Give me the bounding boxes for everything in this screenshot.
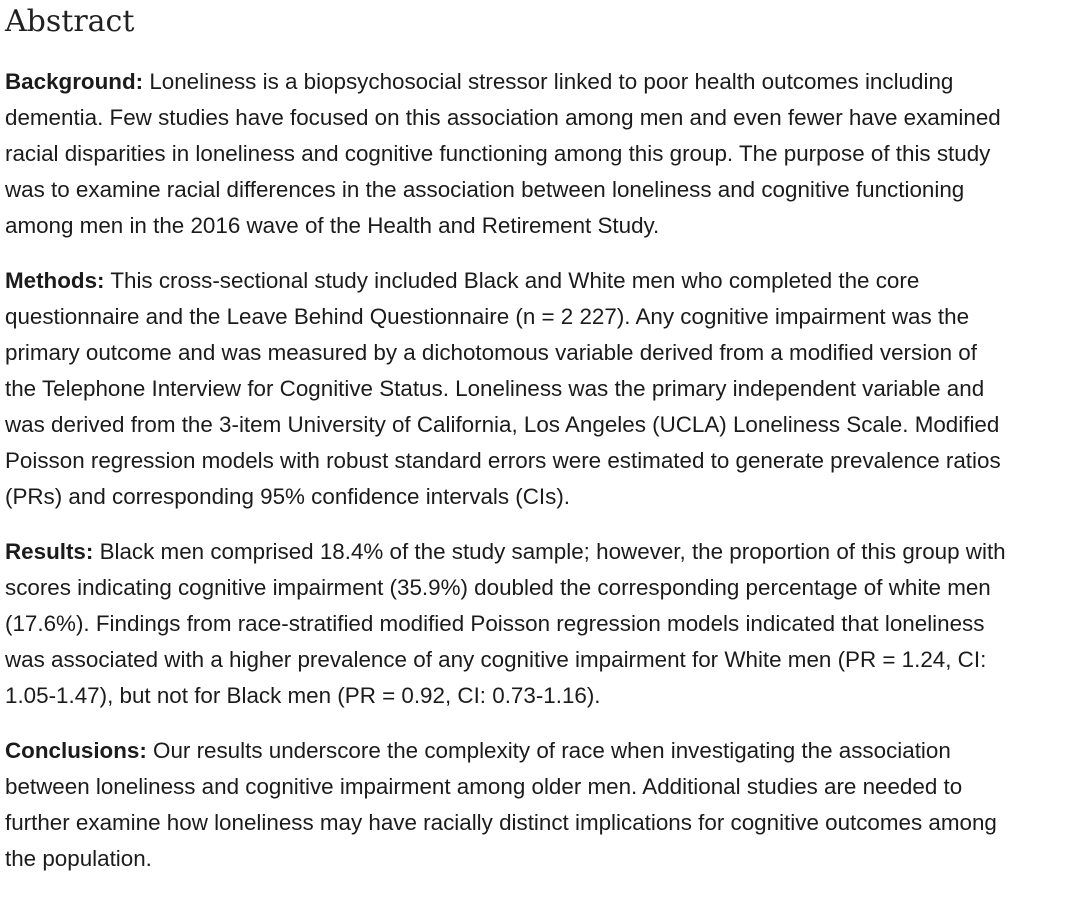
- text-line: [5, 534, 1080, 570]
- line-text: was derived from the 3-item University of California, Los Angeles (UCLA) Loneliness Scale. Modified: [5, 412, 1000, 437]
- line-text: between loneliness and cognitive impairment among older men. Additional studies are needed to: [5, 774, 963, 799]
- text-line: [5, 263, 1080, 299]
- text-line: [5, 479, 1080, 515]
- line-text: was associated with a higher prevalence of any cognitive impairment for White men (PR = 1.24, CI:: [5, 647, 987, 672]
- line-text: the Telephone Interview for Cognitive Status. Loneliness was the primary independent variable and: [5, 376, 985, 401]
- section-label: Results:: [5, 539, 94, 564]
- section-methods: [5, 263, 1080, 515]
- line-text: 1.05-1.47), but not for Black men (PR = 0.92, CI: 0.73-1.16).: [5, 683, 601, 708]
- line-text: further examine how loneliness may have racially distinct implications for cognitive outcomes among: [5, 810, 997, 835]
- text-line: [5, 64, 1080, 100]
- section-label: Conclusions:: [5, 738, 147, 763]
- line-text: Loneliness is a biopsychosocial stressor linked to poor health outcomes including: [143, 69, 954, 94]
- text-line: [5, 208, 1080, 244]
- text-line: [5, 443, 1080, 479]
- line-text: among men in the 2016 wave of the Health and Retirement Study.: [5, 213, 660, 238]
- line-text: (PRs) and corresponding 95% confidence intervals (CIs).: [5, 484, 571, 509]
- line-text: racial disparities in loneliness and cognitive functioning among this group. The purpose of this study: [5, 141, 991, 166]
- line-text: scores indicating cognitive impairment (35.9%) doubled the corresponding percentage of white men: [5, 575, 991, 600]
- section-label: Methods:: [5, 268, 105, 293]
- section-background: [5, 64, 1080, 244]
- text-line: [5, 371, 1080, 407]
- text-line: [5, 299, 1080, 335]
- line-text: Poisson regression models with robust standard errors were estimated to generate prevalence ratios: [5, 448, 1001, 473]
- text-line: [5, 606, 1080, 642]
- text-line: [5, 769, 1080, 805]
- line-text: Black men comprised 18.4% of the study sample; however, the proportion of this group with: [93, 539, 1006, 564]
- text-line: [5, 407, 1080, 443]
- line-text: (17.6%). Findings from race-stratified modified Poisson regression models indicated that loneliness: [5, 611, 985, 636]
- abstract-heading: Abstract: [5, 4, 135, 39]
- section-conclusions: [5, 733, 1080, 877]
- line-text: the population.: [5, 846, 152, 871]
- text-line: [5, 642, 1080, 678]
- line-text: This cross-sectional study included Black and White men who completed the core: [104, 268, 920, 293]
- line-text: questionnaire and the Leave Behind Questionnaire (n = 2 227). Any cognitive impairment was the: [5, 304, 970, 329]
- text-line: [5, 841, 1080, 877]
- line-text: was to examine racial differences in the association between loneliness and cognitive functioning: [5, 177, 965, 202]
- text-line: [5, 570, 1080, 606]
- line-text: primary outcome and was measured by a dichotomous variable derived from a modified version of: [5, 340, 977, 365]
- line-text: Our results underscore the complexity of race when investigating the association: [146, 738, 951, 763]
- text-line: [5, 335, 1080, 371]
- text-line: [5, 805, 1080, 841]
- section-results: [5, 534, 1080, 714]
- section-label: Background:: [5, 69, 144, 94]
- text-line: [5, 100, 1080, 136]
- line-text: dementia. Few studies have focused on this association among men and even fewer have examined: [5, 105, 1001, 130]
- text-line: [5, 733, 1080, 769]
- text-line: [5, 136, 1080, 172]
- abstract-body: [5, 64, 1080, 896]
- text-line: [5, 678, 1080, 714]
- text-line: [5, 172, 1080, 208]
